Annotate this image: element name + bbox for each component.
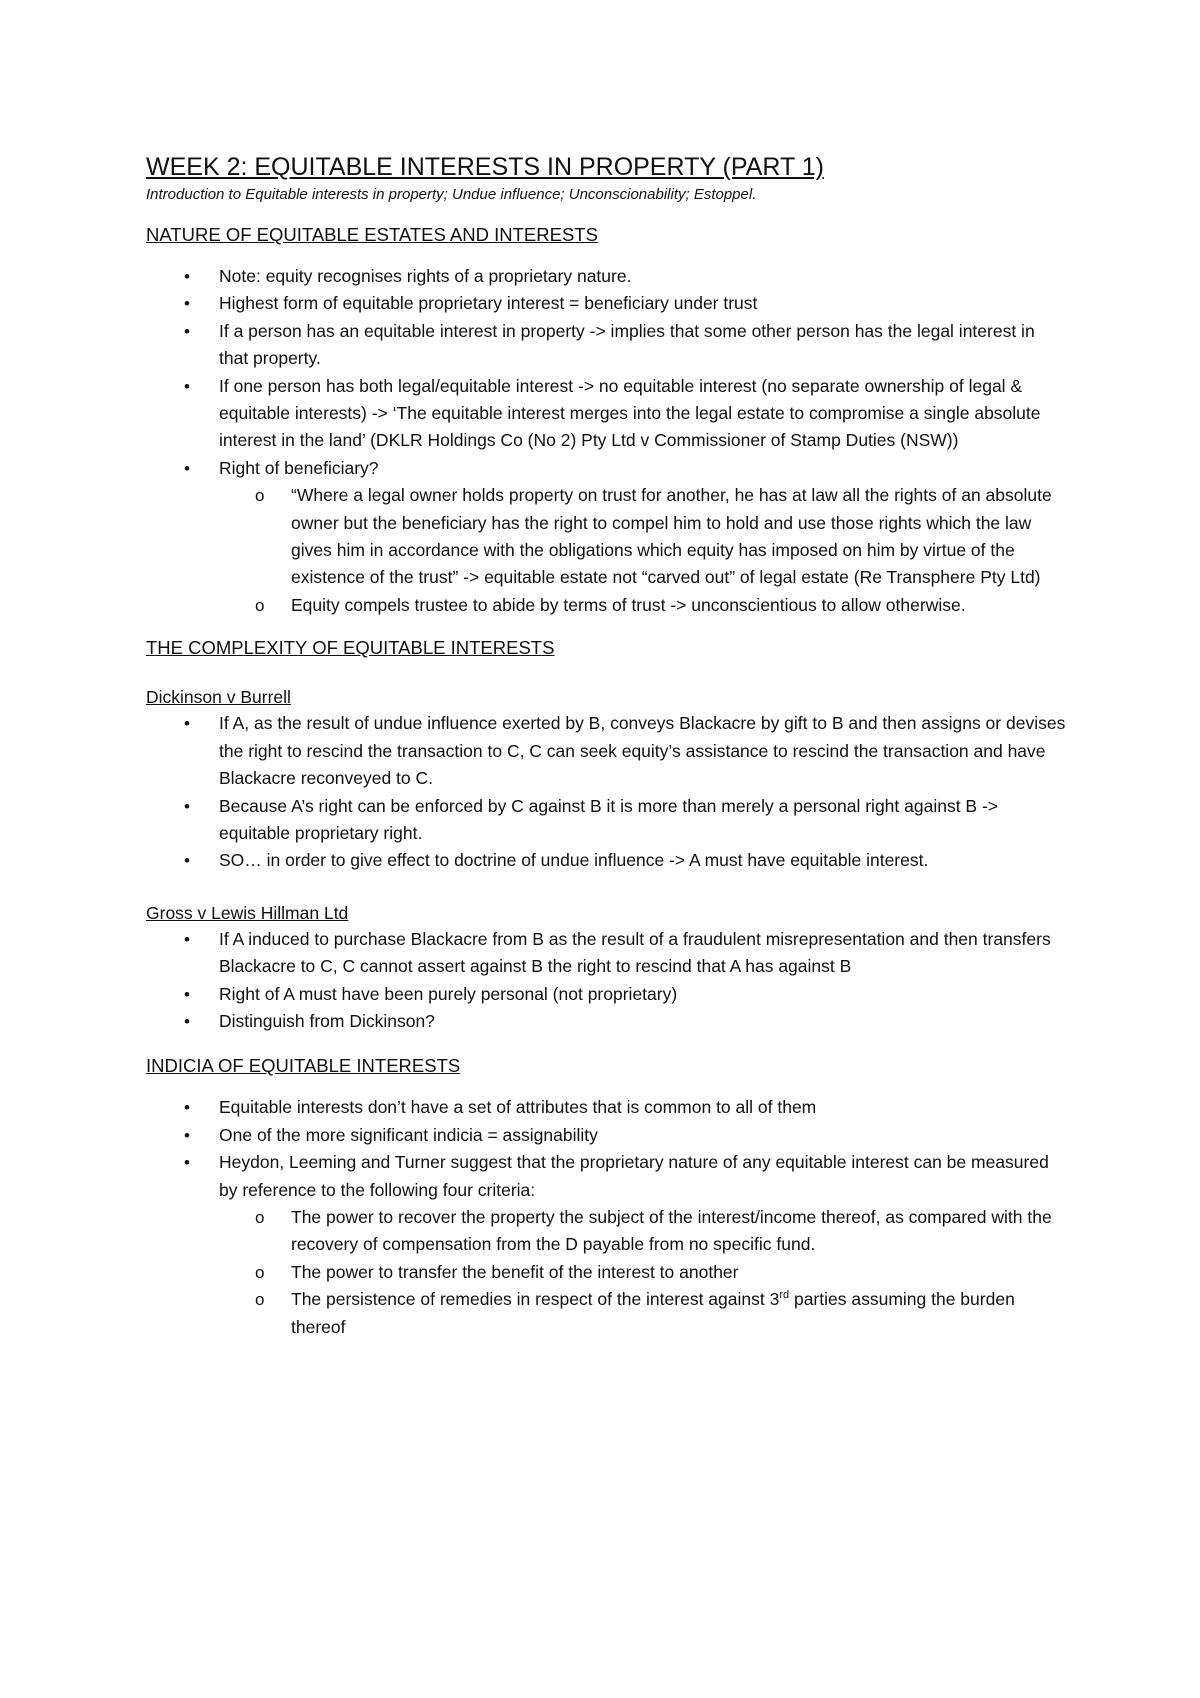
list-item: • Highest form of equitable proprietary interest = beneficiary under trust: [146, 290, 1066, 317]
section-heading-nature: NATURE OF EQUITABLE ESTATES AND INTERESTS: [146, 224, 598, 245]
list-item: • Heydon, Leeming and Turner suggest that the proprietary nature of any equitable interest can be measured by reference to the following four criteria: o The power to recover the property the subject of the interest/income thereof, as compared with the recovery of compensation from the D payable from no specific fund. o The power to transfer the benefit of the interest to another o The persistence of remedies in respect of the interest against 3rd parties assuming the burden thereof: [146, 1149, 1066, 1341]
bullet-icon: •: [184, 458, 190, 478]
bullet-icon: •: [184, 294, 190, 314]
list-item: • If one person has both legal/equitable interest -> no equitable interest (no separate ownership of legal & equitable interests) -> ‘The equitable interest merges into the legal estate to compromise a single absolute interest in the land’ (DKLR Holdings Co (No 2) Pty Ltd v Commissioner of Stamp Duties (NSW)): [146, 373, 1066, 455]
list-item: • One of the more significant indicia = assignability: [146, 1122, 1066, 1149]
page-subtitle: Introduction to Equitable interests in property; Undue influence; Unconscionability; Estoppel.: [146, 186, 757, 203]
bullet-icon: •: [184, 321, 190, 341]
sub-list-item: o The power to recover the property the subject of the interest/income thereof, as compared with the recovery of compensation from the D payable from no specific fund.: [219, 1204, 1066, 1259]
list-item: • If A induced to purchase Blackacre from B as the result of a fraudulent misrepresentation and then transfers Blackacre to C, C cannot assert against B the right to rescind that A has against B: [146, 926, 1066, 981]
case-heading-gross: Gross v Lewis Hillman Ltd: [146, 902, 349, 923]
list-item: • If a person has an equitable interest in property -> implies that some other person has the legal interest in that property.: [146, 318, 1066, 373]
sub-list-item: o The persistence of remedies in respect of the interest against 3rd parties assuming the burden thereof: [219, 1286, 1066, 1341]
sub-list-item: o The power to transfer the benefit of the interest to another: [219, 1259, 1066, 1286]
sub-list-item: o “Where a legal owner holds property on trust for another, he has at law all the rights of an absolute owner but the beneficiary has the right to compel him to hold and use those rights which the law gives him in accordance with the obligations which equity has imposed on him by virtue of the existence of the trust” -> equitable estate not “carved out” of legal estate (Re Transphere Pty Ltd): [219, 482, 1066, 592]
circle-bullet-icon: o: [255, 1290, 265, 1310]
gross-list: [146, 926, 1066, 1036]
bullet-icon: •: [184, 984, 190, 1004]
list-item: • SO… in order to give effect to doctrine of undue influence -> A must have equitable interest.: [146, 847, 1066, 874]
case-heading-dickinson: Dickinson v Burrell: [146, 687, 291, 708]
bullet-icon: •: [184, 929, 190, 949]
bullet-icon: •: [184, 1098, 190, 1118]
list-item: • Right of beneficiary? o “Where a legal owner holds property on trust for another, he has at law all the rights of an absolute owner but the beneficiary has the right to compel him to hold and use those rights which the law gives him in accordance with the obligations which equity has imposed on him by virtue of the existence of the trust” -> equitable estate not “carved out” of legal estate (Re Transphere Pty Ltd) o Equity compels trustee to abide by terms of trust -> unconscientious to allow otherwise.: [146, 455, 1066, 619]
circle-bullet-icon: o: [255, 595, 265, 615]
list-item: • Note: equity recognises rights of a proprietary nature.: [146, 263, 1066, 290]
nature-sub-list: [219, 482, 1066, 619]
indicia-sub-list: [219, 1204, 1066, 1341]
indicia-list: [146, 1094, 1066, 1341]
document-page: [146, 150, 1066, 1341]
list-item: • Right of A must have been purely personal (not proprietary): [146, 981, 1066, 1008]
bullet-icon: •: [184, 1011, 190, 1031]
page-title: WEEK 2: EQUITABLE INTERESTS IN PROPERTY (PART 1): [146, 153, 824, 181]
list-item: • Distinguish from Dickinson?: [146, 1008, 1066, 1035]
bullet-icon: •: [184, 376, 190, 396]
section-heading-indicia: INDICIA OF EQUITABLE INTERESTS: [146, 1055, 461, 1077]
circle-bullet-icon: o: [255, 486, 265, 506]
circle-bullet-icon: o: [255, 1262, 265, 1282]
sub-list-item: o Equity compels trustee to abide by terms of trust -> unconscientious to allow otherwise.: [219, 592, 1066, 619]
list-item: • Equitable interests don’t have a set of attributes that is common to all of them: [146, 1094, 1066, 1121]
bullet-icon: •: [184, 1153, 190, 1173]
section-heading-complexity: THE COMPLEXITY OF EQUITABLE INTERESTS: [146, 637, 555, 659]
bullet-icon: •: [184, 851, 190, 871]
bullet-icon: •: [184, 714, 190, 734]
nature-list: [146, 263, 1066, 619]
bullet-icon: •: [184, 1125, 190, 1145]
list-item: • If A, as the result of undue influence exerted by B, conveys Blackacre by gift to B and then assigns or devises the right to rescind the transaction to C, C can seek equity’s assistance to rescind the transaction and have Blackacre reconveyed to C.: [146, 710, 1066, 792]
dickinson-list: [146, 710, 1066, 874]
bullet-icon: •: [184, 796, 190, 816]
list-item: • Because A’s right can be enforced by C against B it is more than merely a personal right against B -> equitable proprietary right.: [146, 793, 1066, 848]
circle-bullet-icon: o: [255, 1207, 265, 1227]
bullet-icon: •: [184, 267, 190, 286]
